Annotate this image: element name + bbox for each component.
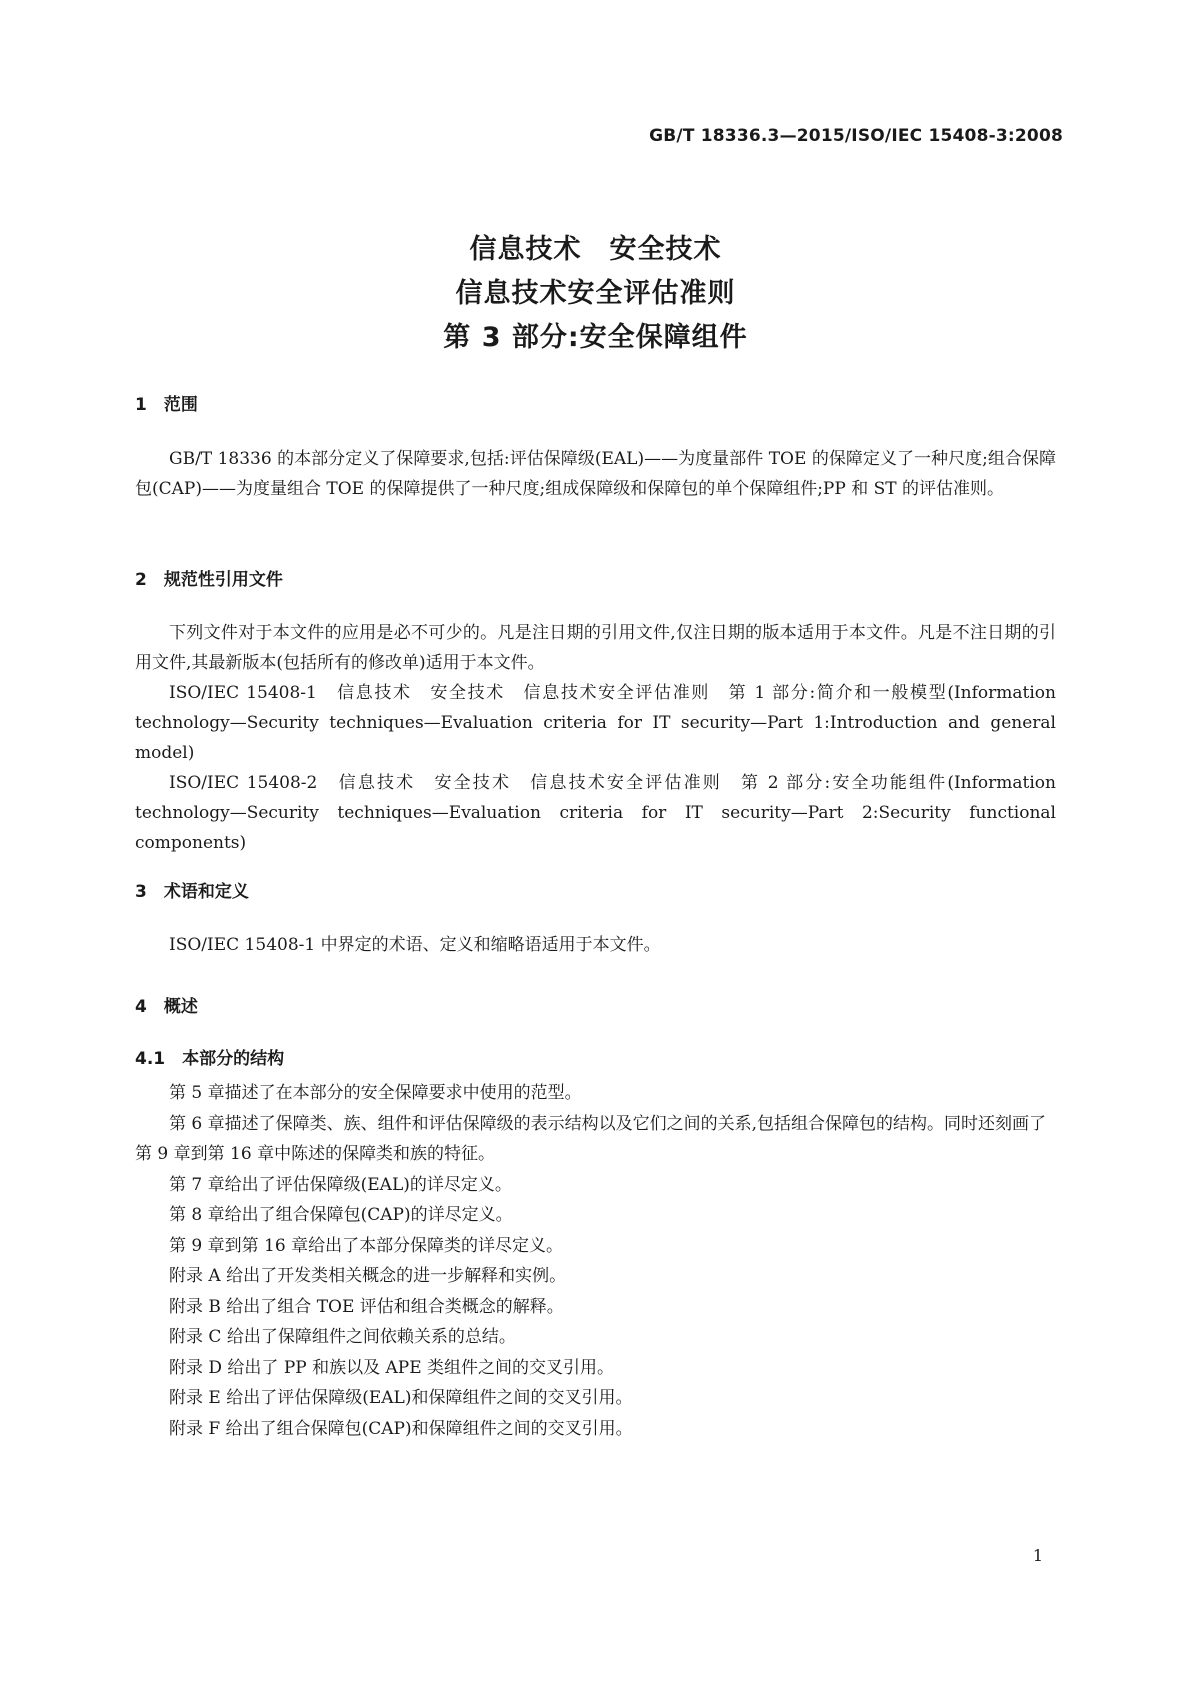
list-item: 附录 D 给出了 PP 和族以及 APE 类组件之间的交叉引用。 — [169, 1357, 615, 1378]
list-item: 第 7 章给出了评估保障级(EAL)的详尽定义。 — [169, 1174, 512, 1195]
section-3-body — [135, 930, 1056, 960]
list-item: 附录 B 给出了组合 TOE 评估和组合类概念的解释。 — [169, 1296, 564, 1317]
section-1-heading: 1 范围 — [135, 395, 198, 415]
list-item: 第 8 章给出了组合保障包(CAP)的详尽定义。 — [169, 1205, 513, 1225]
list-item: 附录 E 给出了评估保障级(EAL)和保障组件之间的交叉引用。 — [169, 1388, 633, 1408]
standard-code: GB/T 18336.3—2015/ISO/IEC 15408-3:2008 — [649, 126, 1063, 146]
list-item: 第 5 章描述了在本部分的安全保障要求中使用的范型。 — [169, 1083, 582, 1103]
list-item: 第 6 章描述了保障类、族、组件和评估保障级的表示结构以及它们之间的关系,包括组合保障包的结构。同时还刻画了第 9 章到第 16 章中陈述的保障类和族的特征。 — [135, 1113, 1047, 1164]
section-2-body — [135, 618, 1056, 858]
title-line-2: 信息技术安全评估准则 — [455, 278, 736, 309]
list-item: 附录 C 给出了保障组件之间依赖关系的总结。 — [169, 1327, 516, 1347]
normative-reference-2: ISO/IEC 15408-2 信息技术 安全技术 信息技术安全评估准则 第 2 部分:安全功能组件(Information technology—Security techniques—Evaluation criteria for IT security—Part 2:Security functional components) — [135, 773, 1056, 853]
section-3-paragraph: ISO/IEC 15408-1 中界定的术语、定义和缩略语适用于本文件。 — [169, 935, 661, 955]
section-2-heading: 2 规范性引用文件 — [135, 570, 283, 590]
section-4-1-heading: 4.1 本部分的结构 — [135, 1049, 285, 1069]
section-2-intro: 下列文件对于本文件的应用是必不可少的。凡是注日期的引用文件,仅注日期的版本适用于本文件。凡是不注日期的引用文件,其最新版本(包括所有的修改单)适用于本文件。 — [135, 623, 1056, 673]
section-1-paragraph: GB/T 18336 的本部分定义了保障要求,包括:评估保障级(EAL)——为度量部件 TOE 的保障定义了一种尺度;组合保障包(CAP)——为度量组合 TOE 的保障提供了一种尺度;组成保障级和保障包的单个保障组件;PP 和 ST 的评估准则。 — [135, 449, 1056, 499]
list-item: 第 9 章到第 16 章给出了本部分保障类的详尽定义。 — [169, 1235, 564, 1256]
page-number: 1 — [1032, 1546, 1043, 1565]
title-line-1: 信息技术 安全技术 — [469, 234, 722, 265]
list-item: 附录 A 给出了开发类相关概念的进一步解释和实例。 — [169, 1266, 567, 1286]
normative-reference-1: ISO/IEC 15408-1 信息技术 安全技术 信息技术安全评估准则 第 1 部分:简介和一般模型(Information technology—Security techniques—Evaluation criteria for IT security—Part 1:Introduction and general model) — [135, 683, 1056, 763]
title-line-3: 第 3 部分:安全保障组件 — [443, 322, 748, 353]
list-item: 附录 F 给出了组合保障包(CAP)和保障组件之间的交叉引用。 — [169, 1418, 633, 1439]
section-4-heading: 4 概述 — [135, 997, 198, 1017]
structure-list — [135, 1078, 1056, 1444]
document-title — [0, 228, 1191, 360]
section-3-heading: 3 术语和定义 — [135, 882, 249, 902]
section-1-body — [135, 444, 1056, 504]
